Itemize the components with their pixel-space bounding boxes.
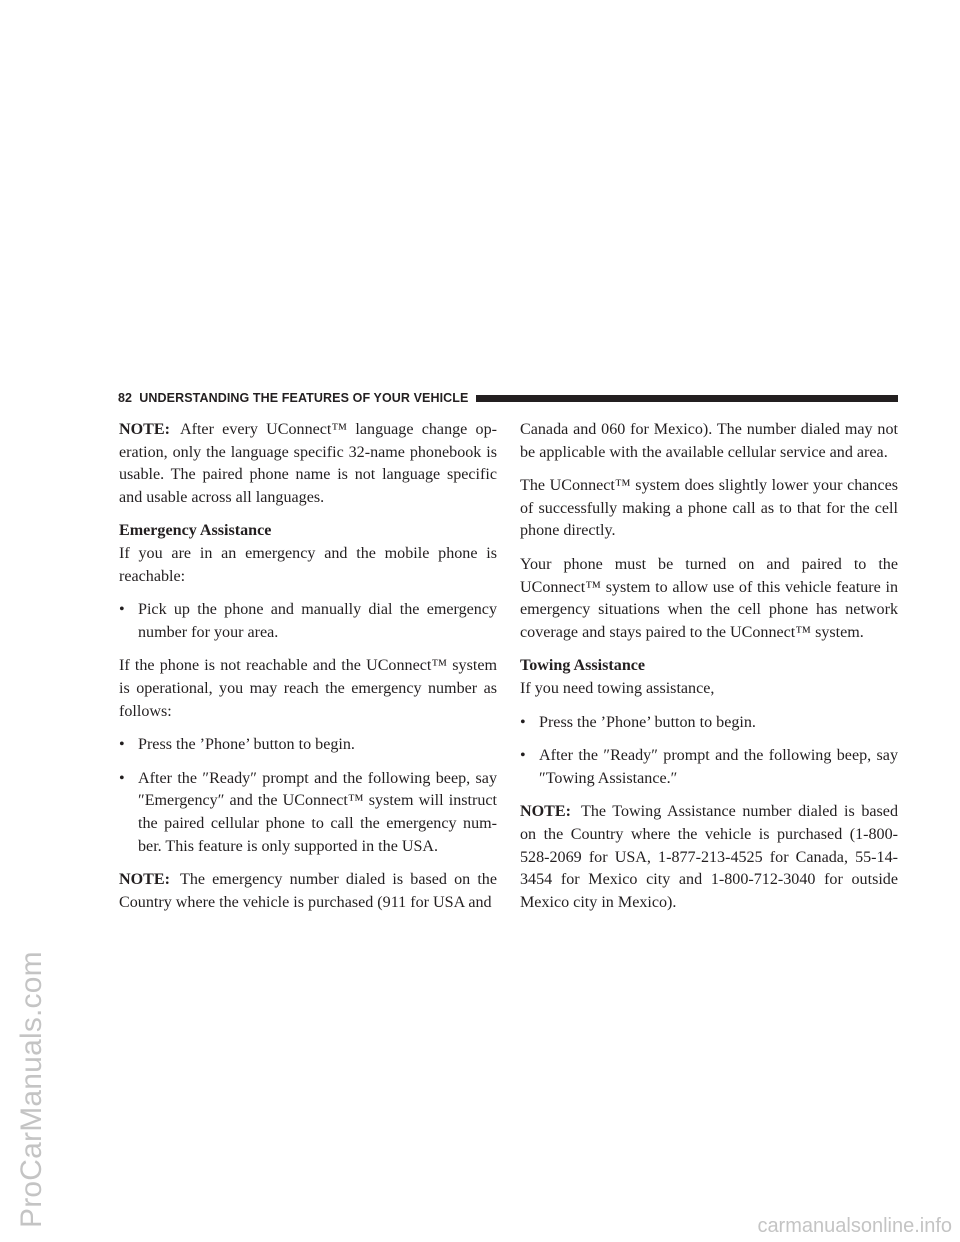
note-text: The emergency number dialed is based on the Country where the vehicle is purchased (911 for USA and — [119, 871, 497, 911]
bullet-text: Press the ’Phone’ button to begin. — [539, 713, 756, 731]
right-column — [520, 419, 898, 925]
continuation-text: Canada and 060 for Mexico). The number dialed may not be applicable with the available cellular service and area. — [520, 421, 898, 461]
bullet-text: After the ″Ready″ prompt and the following beep, say ″Towing Assistance.″ — [539, 747, 898, 787]
note-text: After every UConnect™ language change op-eration, only the language specific 32-name phonebook is usable. The paired phone name is not language specific and usable across all languages. — [119, 421, 497, 506]
note-language-change — [119, 419, 497, 509]
note-label: NOTE: — [520, 803, 571, 821]
lower-chances-text: The UConnect™ system does slightly lower your chances of successfully making a phone call as to that for the cell phone directly. — [520, 477, 898, 540]
paired-requirement-text: Your phone must be turned on and paired to the UConnect™ system to allow use of this vehicle feature in emergency situations when the cell phone has network coverage and stays paired to the UConnect™ system. — [520, 555, 898, 641]
towing-intro-text: If you need towing assistance, — [520, 679, 715, 697]
bullet-item — [119, 734, 497, 757]
footer-site-link[interactable]: carmanualsonline.info — [757, 1215, 952, 1237]
note-label: NOTE: — [119, 421, 170, 438]
note-emergency-number — [119, 869, 497, 914]
bullet-text: Press the ’Phone’ button to begin. — [138, 736, 355, 754]
header-rule — [476, 395, 898, 402]
page-number: 82 — [118, 391, 133, 405]
note-label: NOTE: — [119, 871, 170, 889]
bullet-text: After the ″Ready″ prompt and the following beep, say ″Emergency″ and the UConnect™ system will instruct the paired cellular phone to call the emergency num-ber. This feature is only supported in the USA. — [138, 769, 497, 855]
emergency-assistance-heading: Emergency Assistance — [119, 522, 272, 540]
note-towing-number — [520, 801, 898, 914]
page-header — [118, 389, 898, 407]
left-column — [119, 419, 497, 925]
emergency-assistance-section — [119, 520, 497, 588]
towing-assistance-heading: Towing Assistance — [520, 657, 646, 675]
watermark-text: ProCarManuals.com — [15, 951, 48, 1228]
bullet-symbol: • — [119, 601, 125, 619]
towing-assistance-section — [520, 655, 898, 700]
bullet-item — [520, 712, 898, 735]
page-number-and-section-title — [118, 391, 468, 405]
bullet-symbol: • — [119, 736, 125, 754]
bullet-text: Pick up the phone and manually dial the emergency number for your area. — [138, 601, 497, 641]
bullet-item — [119, 599, 497, 644]
note-text: The Towing Assistance number dialed is based on the Country where the vehicle is purchased (1-800-528-2069 for USA, 1-877-213-4525 for Canada, 55-14-3454 for Mexico city and 1-800-712-3040 for outside Mexico city in Mexico). — [520, 803, 898, 911]
bullet-symbol: • — [520, 713, 526, 731]
section-title: UNDERSTANDING THE FEATURES OF YOUR VEHICLE — [139, 391, 469, 405]
bullet-symbol: • — [119, 769, 125, 787]
bullet-item — [520, 745, 898, 790]
emergency-intro-text: If you are in an emergency and the mobile phone is reachable: — [119, 544, 497, 585]
bullet-item — [119, 768, 497, 858]
not-reachable-text: If the phone is not reachable and the UConnect™ system is operational, you may reach the emergency number as follows: — [119, 657, 497, 720]
bullet-symbol: • — [520, 747, 526, 765]
